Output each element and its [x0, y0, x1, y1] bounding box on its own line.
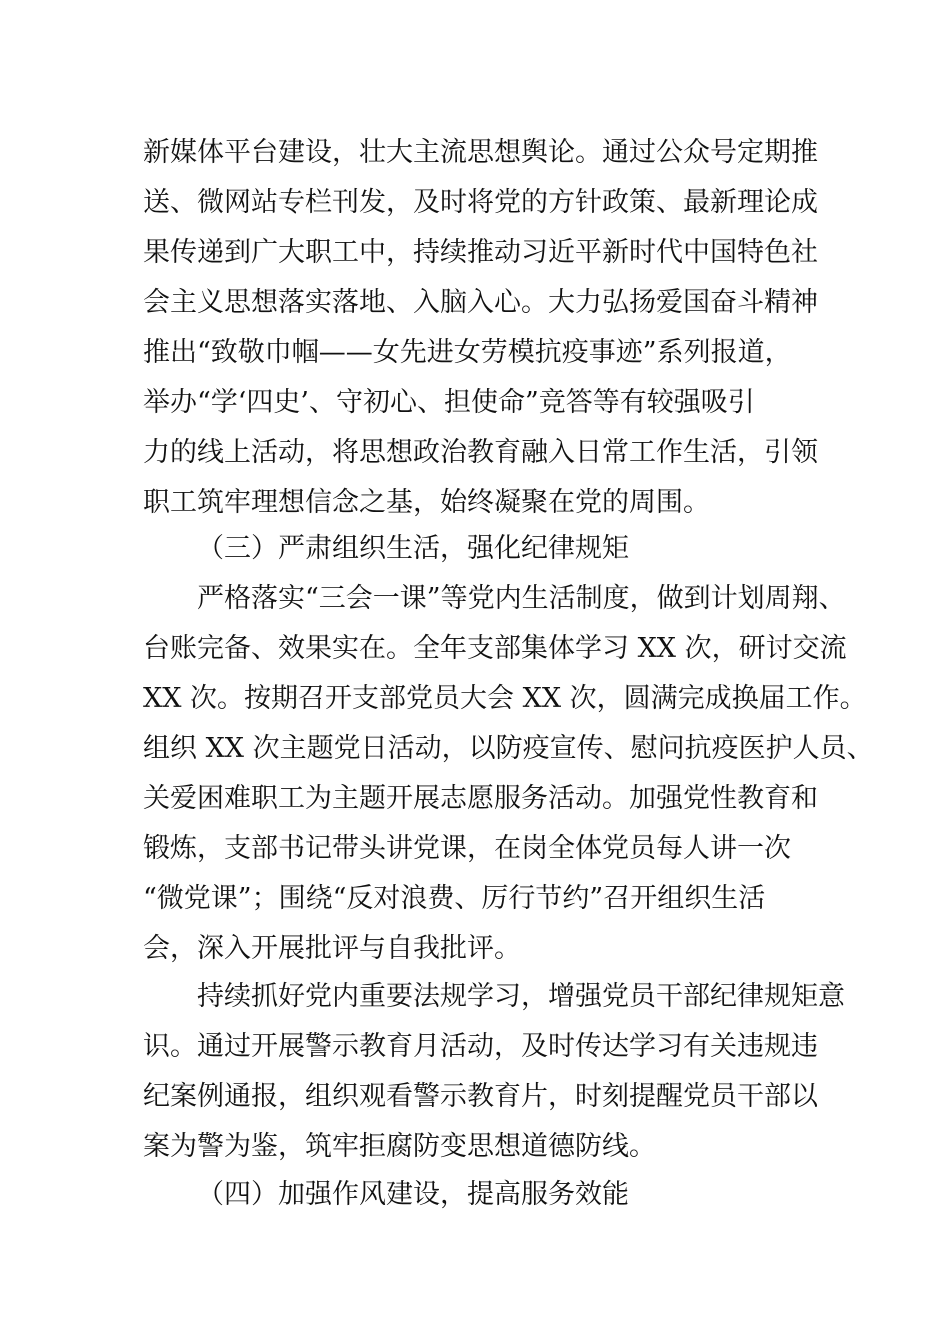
- paragraph-line: 锻炼，支部书记带头讲党课，在岗全体党员每人讲一次: [143, 833, 791, 864]
- paragraph-regulations: [143, 972, 845, 1172]
- paragraph-line: 持续抓好党内重要法规学习，增强党员干部纪律规矩意: [197, 981, 845, 1012]
- paragraph-line: 识。通过开展警示教育月活动，及时传达学习有关违规违: [143, 1031, 818, 1062]
- paragraph-line: 会主义思想落实落地、入脑入心。大力弘扬爱国奋斗精神: [143, 287, 818, 318]
- paragraph-line: 职工筑牢理想信念之基，始终凝聚在党的周围。: [143, 487, 710, 518]
- section-heading-3: [143, 524, 823, 574]
- paragraph-line: 会，深入开展批评与自我批评。: [143, 933, 521, 964]
- paragraph-line: 台账完备、效果实在。全年支部集体学习 XX 次，研讨交流: [143, 633, 847, 664]
- section-heading-4: [143, 1170, 823, 1220]
- paragraph-line: 力的线上活动，将思想政治教育融入日常工作生活，引领: [143, 437, 818, 468]
- paragraph-line: 组织 XX 次主题党日活动，以防疫宣传、慰问抗疫医护人员、: [143, 733, 874, 764]
- paragraph-line: 纪案例通报，组织观看警示教育片，时刻提醒党员干部以: [143, 1081, 818, 1112]
- paragraph-line: 严格落实“三会一课”等党内生活制度，做到计划周翔、: [197, 583, 846, 614]
- paragraph-line: 举办“学‘四史’、守初心、担使命”竞答等有较强吸引: [143, 387, 755, 418]
- paragraph-organization-life: [143, 574, 874, 974]
- paragraph-new-media: [143, 128, 823, 528]
- paragraph-line: 案为警为鉴，筑牢拒腐防变思想道德防线。: [143, 1131, 656, 1162]
- heading-text: （三）严肃组织生活，强化纪律规矩: [197, 533, 629, 564]
- paragraph-line: 推出“致敬巾帼——女先进女劳模抗疫事迹”系列报道，: [143, 337, 792, 368]
- paragraph-line: XX 次。按期召开支部党员大会 XX 次，圆满完成换届工作。: [143, 683, 867, 714]
- paragraph-line: 关爱困难职工为主题开展志愿服务活动。加强党性教育和: [143, 783, 818, 814]
- paragraph-line: 果传递到广大职工中，持续推动习近平新时代中国特色社: [143, 237, 818, 268]
- paragraph-line: 送、微网站专栏刊发，及时将党的方针政策、最新理论成: [143, 187, 818, 218]
- heading-text: （四）加强作风建设，提高服务效能: [197, 1179, 629, 1210]
- paragraph-line: “微党课”；围绕“反对浪费、厉行节约”召开组织生活: [143, 883, 766, 914]
- paragraph-line: 新媒体平台建设，壮大主流思想舆论。通过公众号定期推: [143, 137, 818, 168]
